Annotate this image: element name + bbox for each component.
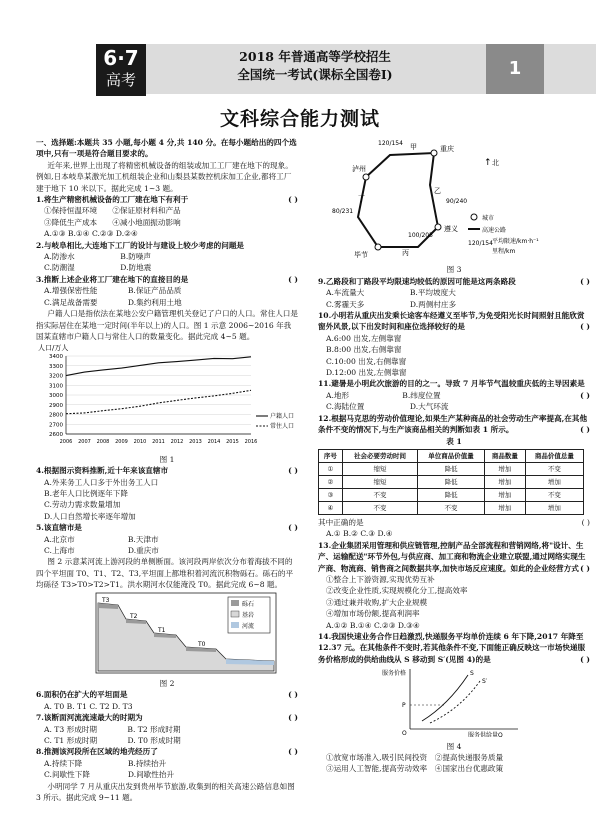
question-1: 1.将生产精密机械设备的工厂建在地下有利于 ( ) — [36, 195, 298, 205]
x-tick-label: 2014 — [207, 439, 221, 446]
legend-speed: 平均限速/km·h⁻¹ — [492, 238, 539, 245]
q10-option-b: B.8:00 出发,右侧靠窗 — [326, 345, 402, 355]
city-zunyi — [435, 224, 441, 230]
q1-choices-2: ③降低生产成本 ④减小地面振动影响 — [44, 217, 181, 227]
q11-options-2: C.海陆位置 D.大气环流 — [326, 402, 449, 412]
question-14: 14.我国快速业务合作日趋激烈,快递服务平均单价连续 6 年下降,2017 年降至 12.37 元。在其他条件不变时,若其他条件不变,下面能正确反映这一市场快递服务价格形成的供给曲线从 S 移动到 S′(见图 4)的是 ( ) — [318, 631, 590, 664]
table-header-cell: 单位商品价值量 — [418, 449, 485, 462]
q4-option-b: B.老年人口比例逐年下降 — [44, 488, 128, 498]
table-cell: ③ — [319, 488, 343, 501]
y-tick-label: 3400 — [49, 354, 63, 361]
figure-1-line-chart — [36, 342, 298, 450]
legend-pair: 120/154 — [468, 240, 493, 247]
q10-option-d: D.12:00 出发,左侧靠窗 — [326, 368, 407, 378]
x-tick-label: 2011 — [152, 439, 165, 446]
fig4-y-label: 服务价格 — [382, 670, 407, 678]
series-line-2 — [66, 391, 251, 414]
q12-tail: 其中正确的是 ( ) — [318, 517, 590, 527]
y-tick-label: 3300 — [49, 364, 63, 371]
question-10: 10.小明若从重庆出发乘长途客车经遵义至毕节,为免受阳光长时间照射且能欣赏窗外风景,以下出发时间和座位选择较好的是 ( ) — [318, 311, 590, 332]
figure-2-caption: 图 2 — [159, 679, 175, 688]
pair-bing: 100/205 — [408, 232, 433, 239]
table-cell: ① — [319, 462, 343, 475]
q13-options: A.①② B.①④ C.②③ D.③④ — [326, 620, 420, 630]
figure-4-supply-curve — [318, 665, 590, 737]
label-chongqing: 重庆 — [440, 145, 454, 153]
brand-logo — [96, 44, 146, 96]
passage-1: 近年来,世界上出现了将精密机械设备的组装或加工工厂建在地下的现象。例如,日本岐阜某激光加工机组装企业和山梨县某数控机床加工企业,都将工厂建于地下 10 米以下。据此完成 1~3 题。 — [36, 160, 293, 193]
left-column — [36, 137, 298, 803]
exam-title-line2: 全国统一考试(课标全国卷Ⅰ) — [237, 67, 393, 82]
figure-1-caption: 图 1 — [159, 454, 175, 464]
table-cell: 缩短 — [342, 475, 417, 488]
figure-3-highway-map — [318, 137, 590, 261]
passage-2: 户籍人口是指依法在某地公安户籍管理机关登记了户口的人口。常住人口是指实际居住在某地一定时间(半年以上)的人口。图 1 示意 2006~2016 年我国某直辖市户籍人口与常住人口的数量变化。据此完成 4~5 题。 — [36, 309, 298, 341]
x-tick-label: 2013 — [189, 439, 202, 446]
q13-choice-1: ①整合上下游资源,实现优势互补 — [326, 574, 435, 584]
question-6: 6.面积仍在扩大的平坦面是 ( ) — [36, 690, 298, 700]
q13-choice-3: ③通过兼并收购,扩大企业规模 — [326, 597, 428, 607]
question-9: 9.乙路段和丁路段平均限速均较低的原因可能是这两条路段 ( ) — [318, 276, 590, 286]
pair-jia: 120/154 — [378, 140, 403, 147]
question-7: 7.该断面河流流速最大的时期为 ( ) — [36, 713, 298, 723]
x-tick-label: 2009 — [115, 439, 128, 446]
north-arrow-icon: ↑ — [484, 158, 492, 168]
q9-options: A.车流量大 B.平均坡度大 — [326, 288, 456, 298]
table-1 — [318, 449, 584, 515]
series-line-1 — [66, 357, 251, 376]
table-cell: 降低 — [418, 462, 485, 475]
paper-number: 1 — [486, 44, 544, 94]
fig2-t1: T1 — [158, 626, 166, 634]
legend-bedrock: 基岩 — [242, 611, 255, 619]
table-cell: 缩短 — [342, 462, 417, 475]
q10-option-a: A.6:00 出发,左侧靠窗 — [326, 333, 402, 343]
city-chongqing — [431, 150, 437, 156]
legend-river-swatch — [231, 622, 239, 628]
y-tick-label: 2900 — [49, 403, 63, 410]
table-body — [319, 462, 584, 514]
q4-option-c: C.劳动力需求数量增加 — [44, 500, 121, 510]
question-11: 11.避暑是小明此次旅游的目的之一。导致 7 月毕节气温较重庆低的主导因素是 ( ) — [318, 379, 590, 400]
exam-title-line1: 2018 年普通高等学校招生 — [239, 49, 391, 64]
section-intro: 一、选择题:本题共 35 小题,每小题 4 分,共 140 分。在每小题给出的四个选项中,只有一项是符合题目要求的。 — [36, 138, 297, 159]
table-cell: 不变 — [418, 501, 485, 514]
table-1-caption: 表 1 — [446, 436, 462, 446]
table-cell: 不变 — [525, 488, 583, 501]
table-header-cell: 商品价值总量 — [525, 449, 583, 462]
table-cell: 增加 — [525, 475, 583, 488]
x-tick-label: 2012 — [170, 439, 184, 446]
city-luzhou — [363, 174, 369, 180]
fig2-t2: T2 — [130, 612, 138, 620]
q3-options-2: C.满足战备需要 D.集约利用土地 — [44, 297, 182, 307]
table-row — [319, 462, 584, 475]
table-cell: 不变 — [342, 488, 417, 501]
question-13: 13.企业集团采用管理和供应链管理,控制产品全部流程和营销网络,将"设计、生产、运输配送"环节外包,与供应商、加工商和物流企业建立联盟,通过网络实现生产商、物流商、销售商之间数据共享,加快市场反应速度。如此的企业经营方式 ( ) — [318, 540, 590, 573]
table-cell: 增加 — [484, 475, 525, 488]
passage-3: 图 2 示意某河流上游河段的单侧断面。该河段两岸依次分布着海拔不同的四个平坦面 T0、T1、T2、T3,平坦面上都堆积着河流沉积物砾石。砾石的平均砾径 T3>T0>T2>T1。洪水期河水仅能淹没 T0。据此完成 6~8 题。 — [36, 557, 294, 590]
q13-choice-4: ④增加市场份额,提高利润率 — [326, 609, 420, 619]
legend-distance: 里程/km — [492, 248, 516, 255]
passage-4: 小明同学 7 月从重庆出发到贵州毕节旅游,收集到的相关高速公路信息如图 3 所示。据此完成 9~11 题。 — [36, 781, 295, 803]
figure-3-caption: 图 3 — [446, 265, 462, 275]
table-cell: 不变 — [525, 462, 583, 475]
chart-y-label: 人口/万人 — [38, 344, 69, 353]
q7-options: A. T3 形成时期 B. T2 形成时期 — [44, 724, 181, 734]
fig4-curve-s — [422, 675, 468, 721]
table-cell: 降低 — [418, 488, 485, 501]
fig4-s-label: S — [470, 670, 474, 678]
question-2: 2.与岐阜相比,大连地下工厂的设计与建设上较少考虑的问题是 — [36, 240, 245, 250]
label-zunyi: 遵义 — [444, 225, 458, 233]
x-tick-label: 2008 — [96, 439, 110, 446]
question-4: 4.根据图示资料推断,近十年来该直辖市 ( ) — [36, 466, 298, 476]
table-row — [319, 475, 584, 488]
legend-label: 户籍人口 — [270, 413, 295, 421]
q1-options: A.①③ B.①④ C.②③ D.②④ — [44, 229, 138, 239]
y-tick-label: 2800 — [49, 412, 63, 419]
table-cell: 降低 — [418, 475, 485, 488]
fig4-curve-s-prime — [430, 681, 480, 723]
q13-choice-2: ②改变企业性质,实现规模化分工,提高效率 — [326, 586, 468, 596]
table-cell: 增加 — [484, 488, 525, 501]
x-tick-label: 2006 — [59, 439, 73, 446]
table-header-cell: 商品数量 — [484, 449, 525, 462]
label-yi: 乙 — [434, 187, 441, 195]
q4-option-d: D.人口自然增长率逐年增加 — [44, 511, 136, 521]
city-bijie — [375, 244, 381, 250]
y-tick-label: 3000 — [49, 393, 63, 400]
fig2-t3: T3 — [102, 596, 110, 604]
legend-bedrock-swatch — [231, 611, 239, 617]
legend-gravel-swatch — [231, 600, 239, 606]
table-header-cell: 社会必要劳动时间 — [342, 449, 417, 462]
pair-ding: 80/231 — [332, 208, 354, 215]
pair-yi: 90/240 — [446, 198, 468, 205]
table-cell: 增加 — [484, 501, 525, 514]
x-tick-label: 2007 — [78, 439, 91, 446]
q8-options-2: C.间歇性下降 D.间歇性抬升 — [44, 770, 175, 780]
table-cell: ② — [319, 475, 343, 488]
question-5: 5.该直辖市是 ( ) — [36, 523, 298, 533]
y-tick-label: 3100 — [49, 383, 63, 390]
page-title: 文科综合能力测试 — [219, 108, 380, 130]
q1-choices: ①保持恒温环境 ②保证原材料和产品 — [44, 206, 181, 216]
label-ding: 丁 — [358, 195, 365, 203]
label-luzhou: 泸州 — [352, 165, 366, 173]
q12-options: A.① B.② C.③ D.④ — [326, 529, 393, 539]
legend-highway: 高速公路 — [482, 227, 507, 234]
question-8: 8.推测该河段所在区域的地壳经历了 ( ) — [36, 747, 298, 757]
q5-options: A.北京市 B.天津市 — [44, 534, 159, 544]
q8-options: A.持续下降 B.持续抬升 — [44, 758, 167, 768]
fig4-origin: O — [402, 730, 407, 738]
table-cell: 不变 — [342, 501, 417, 514]
y-tick-label: 2700 — [49, 422, 63, 429]
table-row — [319, 488, 584, 501]
logo-bottom: 高考 — [105, 71, 136, 89]
legend-river: 河流 — [242, 622, 255, 630]
x-tick-label: 2010 — [133, 439, 147, 446]
fig2-t0: T0 — [198, 640, 206, 648]
q14-choices-2: ③运用人工智能,提高劳动效率 ④国家出台优惠政策 — [326, 764, 504, 774]
label-bijie: 毕节 — [354, 251, 368, 259]
label-jia: 甲 — [410, 143, 417, 151]
question-12: 12.根据马克思的劳动价值理论,如果生产某种商品的社会劳动生产率提高,在其他条件不变的情况下,与生产该商品相关的判断如表 1 所示。 ( ) — [318, 413, 590, 435]
table-cell: 增加 — [484, 462, 525, 475]
x-tick-label: 2016 — [244, 439, 258, 446]
y-tick-label: 2600 — [49, 432, 63, 439]
right-column — [318, 137, 590, 775]
table-header-row — [319, 449, 584, 462]
q2-options: A.防渗水 B.防噪声 — [44, 252, 152, 262]
legend-city: 城市 — [482, 215, 495, 222]
fig4-x-label: 服务供给量Q — [468, 732, 503, 738]
figure-4-caption: 图 4 — [446, 741, 462, 751]
q3-options: A.增强保密性能 B.保证产品品质 — [44, 286, 182, 296]
exam-title — [150, 48, 480, 84]
legend-city-icon — [471, 214, 477, 220]
fig4-s2-label: S′ — [482, 678, 488, 686]
north-label: 北 — [492, 159, 499, 167]
table-row — [319, 501, 584, 514]
y-tick-label: 3200 — [49, 373, 63, 380]
table-cell: ④ — [319, 501, 343, 514]
figure-2-river-section — [36, 591, 298, 675]
logo-top: 6·7 — [103, 46, 139, 70]
q10-option-c: C.10:00 出发,右侧靠窗 — [326, 356, 407, 366]
q11-options: A.地形 B.纬度位置 — [326, 390, 441, 400]
q14-choices: ①放宽市场准入,吸引民间投资 ②提高快递服务质量 — [326, 753, 504, 762]
q5-options-2: C.上海市 D.重庆市 — [44, 545, 159, 555]
table-cell: 增加 — [525, 501, 583, 514]
q6-options: A. T0 B. T1 C. T2 D. T3 — [44, 701, 133, 711]
label-bing: 丙 — [402, 249, 409, 257]
x-tick-label: 2015 — [226, 439, 239, 446]
legend-label: 常住人口 — [270, 423, 295, 431]
q9-options-2: C.雾霾天多 D.两侧村庄多 — [326, 299, 457, 309]
q7-options-2: C. T1 形成时期 D. T0 形成时期 — [44, 736, 181, 746]
fig4-p-label: P — [402, 702, 406, 710]
table-header-cell: 序号 — [319, 449, 343, 462]
question-3: 3.推断上述企业将工厂建在地下的直接目的是 ( ) — [36, 274, 298, 284]
q4-option-a: A.外来务工人口多于外出务工人口 — [44, 477, 159, 487]
q2-options-2: C.防潮湿 D.防地震 — [44, 263, 152, 273]
legend-gravel: 砾石 — [242, 600, 255, 608]
